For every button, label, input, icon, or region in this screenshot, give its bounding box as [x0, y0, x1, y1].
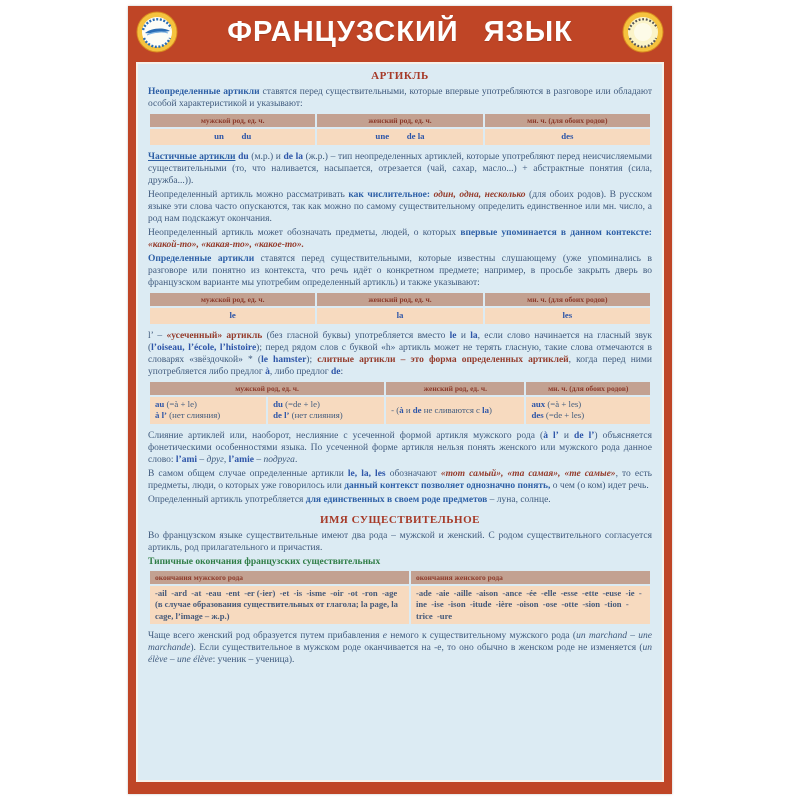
indefinite-articles-table [148, 112, 652, 146]
paragraph-definite-articles: Определенные артикли ставятся перед существительными, которые известны слушающему (уже упоминались в разговоре или понятно из контекста, что речь идёт о конкретном предмете; например, в просьбе закрыть дверь во французском варианте мы употребим определенный артикль) и также указывают: [148, 254, 652, 289]
paragraph-elided-article: l’ – «усеченный» артикль (без гласной буквы) употребляется вместо le и la, если слово начинается на гласный звук (l’oiseau, l’école, l’histoire); перед рядом слов с буквой «h» артикль может не терять гласную, такие слова отмечаются в словарях «звёздочкой» * (le hamster); слитные артикли – это форма определенных артиклей, когда перед ними употребляется либо предлог à, либо предлог de: [148, 330, 652, 377]
table-value-row [150, 129, 650, 144]
header-plural: мн. ч. (для обоих родов) [485, 293, 650, 306]
table-value-row [150, 308, 650, 323]
cell-du-de-l: du (=de + le) de l’ (нет слияния) [268, 397, 384, 424]
cell-feminine-no-merge: - (à и de не сливаются с la) [386, 397, 524, 424]
paragraph-article-as-numeral: Неопределенный артикль можно рассматривать как числительное: один, одна, несколько (для обоих родов). В русском языке эти слова часто опускаются, так как можно по самому существительному определить единственное или мн. число, а род нам подскажут окончания. [148, 189, 653, 224]
paragraph-merge-phonetics: Слияние артиклей или, наоборот, неслияние с усеченной формой артикля мужского рода (à l’ и de l’) объясняется фонетическими особенностями языка. По усеченной форме артикля нельзя понять женского или мужского рода данное слово: l’ami – друг, l’amie – подруга. [148, 430, 653, 465]
value-masculine-singular: le [150, 308, 315, 323]
header-masculine-singular: мужской род, ед. ч. [150, 114, 315, 127]
header-plural: мн. ч. (для обоих родов) [485, 114, 650, 127]
subheading-typical-endings: Типичные окончания французских существительных [148, 557, 381, 568]
value-masculine-singular: un du [150, 129, 315, 144]
table-value-row [150, 586, 650, 624]
noun-endings-table [148, 569, 652, 626]
value-feminine-singular: une de la [317, 129, 482, 144]
header-masculine-endings: окончания мужского рода [150, 571, 409, 584]
value-feminine-singular: la [317, 308, 482, 323]
cell-feminine-endings: -ade -aie -aille -aison -ance -ée -elle -esse -ette -euse -ie -ine -ise -ison -itude -ière -oison -ose -otte -sion -tion -trice -ure [411, 586, 650, 624]
table-header-row [150, 293, 650, 306]
table-value-row [150, 397, 650, 424]
paragraph-first-mention: Неопределенный артикль может обозначать предметы, людей, о которых впервые упоминается в данном контексте: «какой-то», «какая-то», «какое-то». [148, 227, 652, 250]
publisher-badge-left-icon [136, 11, 178, 53]
paragraph-that-very-one: В самом общем случае определенные артикли le, la, les обозначают «тот самый», «та самая», «те самые», то есть предметы, люди, о которых уже говорилось или данный контекст позволяет однозначно понять, о чем (о ком) идет речь. [148, 468, 653, 491]
table-header-row [150, 114, 650, 127]
header-feminine-singular: женский род, ед. ч. [386, 382, 524, 395]
value-plural: des [485, 129, 650, 144]
paragraph-noun-genders: Во французском языке существительные имеют два рода – мужской и женский. С родом существительного согласуется артикль, род прилагательного и причастия. [148, 531, 652, 554]
value-plural: les [485, 308, 650, 323]
section-heading-noun: ИМЯ СУЩЕСТВИТЕЛЬНОЕ [319, 514, 481, 527]
merged-articles-table [148, 380, 652, 426]
paragraph-partitive-articles: Частичные артикли du (м.р.) и de la (ж.р.) – тип неопределенных артиклей, которые употребляют перед неисчисляемыми существительными (то, что наливается, насыпается, отрезается (чай, сахар, масло...) + абстрактные понятия (сила, дружба...)). [148, 151, 653, 186]
header-feminine-singular: женский род, ед. ч. [317, 293, 482, 306]
content-panel [136, 62, 664, 782]
poster-title: ФРАНЦУЗСКИЙ ЯЗЫК [227, 15, 573, 48]
header-feminine-endings: окончания женского рода [411, 571, 650, 584]
header-plural: мн. ч. (для обоих родов) [526, 382, 650, 395]
section-heading-article: АРТИКЛЬ [371, 70, 429, 82]
poster-header [128, 6, 672, 58]
paragraph-unique-objects: Определенный артикль употребляется для единственных в своем роде предметов – луна, солнце. [148, 495, 551, 506]
table-header-row [150, 382, 650, 395]
cell-aux-des: aux (=à + les) des (=de + les) [526, 397, 650, 424]
definite-articles-table [148, 291, 652, 325]
header-masculine-singular: мужской род, ед. ч. [150, 382, 384, 395]
header-masculine-singular: мужской род, ед. ч. [150, 293, 315, 306]
table-header-row [150, 571, 650, 584]
paragraph-feminine-formation: Чаще всего женский род образуется путем прибавления е немого к существительному мужского рода (un marchand – une marchande). Если существительное в мужском роде оканчивается на -е, то оно обычно в женском роде не изменяется (un élève – une élève: ученик – ученица). [148, 630, 652, 665]
publisher-badge-right-icon [622, 11, 664, 53]
cell-masculine-endings: -ail -ard -at -eau -ent -er (-ier) -et -is -isme -oir -ot -ron -age (в случае образования существительных от глагола; la page, la cage, l’image – ж.р.) [150, 586, 409, 624]
paragraph-indefinite-articles: Неопределенные артикли ставятся перед существительными, которые впервые употребляются в разговоре или обладают особой характеристикой и указывают: [148, 87, 652, 110]
header-feminine-singular: женский род, ед. ч. [317, 114, 482, 127]
poster [128, 6, 672, 794]
cell-au-a-l: au (=à + le) à l’ (нет слияния) [150, 397, 266, 424]
